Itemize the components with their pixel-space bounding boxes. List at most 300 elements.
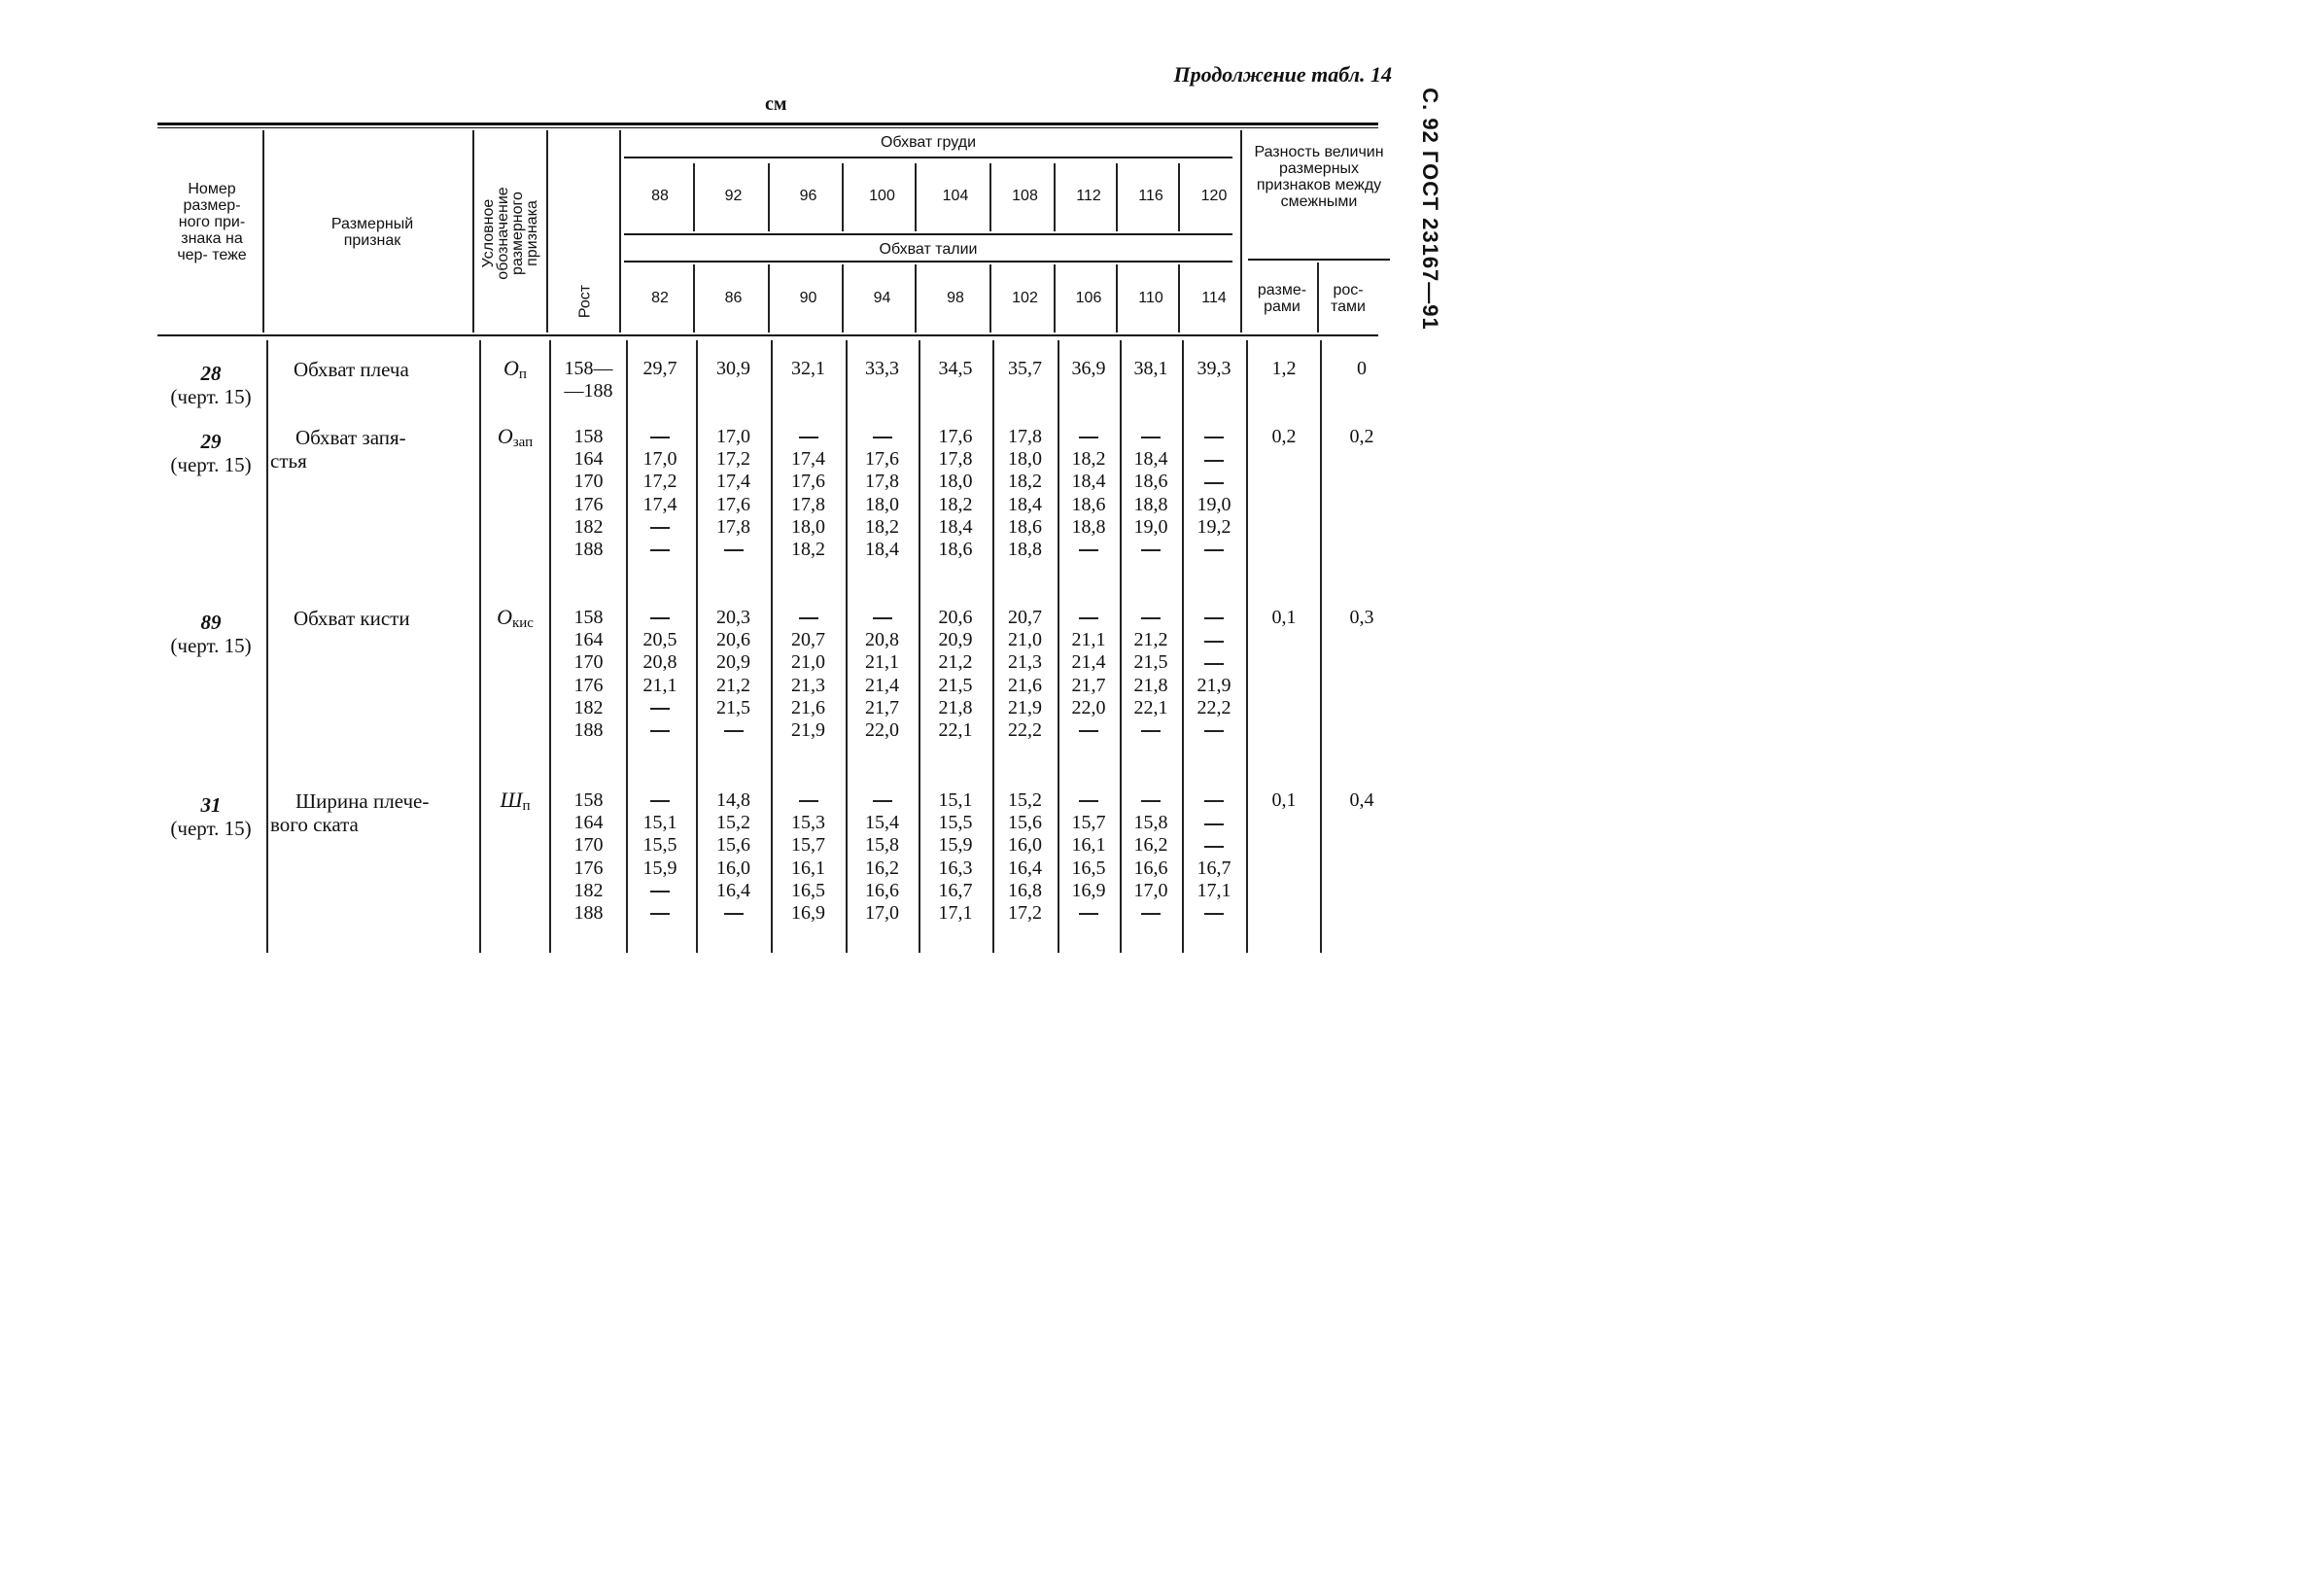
table-cell bbox=[1182, 902, 1246, 925]
chest-group-rule bbox=[624, 157, 1232, 158]
value-column bbox=[919, 789, 992, 925]
table-cell: 16,4 bbox=[716, 879, 750, 901]
symbol-subscript: кис bbox=[511, 615, 534, 631]
table-cell: 22,0 bbox=[1071, 696, 1106, 718]
height-value: 188 bbox=[573, 539, 604, 561]
table-cell: 17,6 bbox=[865, 448, 899, 471]
table-cell bbox=[846, 789, 919, 812]
value-column bbox=[846, 607, 919, 742]
table-cell: 20,9 bbox=[938, 629, 973, 651]
table-cell bbox=[1058, 902, 1120, 925]
value-column bbox=[696, 358, 771, 380]
dash-mark bbox=[1204, 482, 1224, 484]
value-column bbox=[624, 426, 696, 561]
table-cell bbox=[624, 426, 696, 448]
header-chest-group: Обхват груди bbox=[880, 134, 976, 151]
height-value: 176 bbox=[573, 493, 604, 515]
chest-value: 104 bbox=[942, 188, 969, 204]
value-column bbox=[846, 789, 919, 925]
table-cell: 34,5 bbox=[938, 358, 973, 379]
table-cell: 18,2 bbox=[865, 515, 899, 538]
feature-symbol bbox=[481, 788, 549, 815]
waist-value: 90 bbox=[799, 290, 817, 306]
table-cell: 17,2 bbox=[716, 448, 750, 471]
height-value: 170 bbox=[573, 834, 604, 857]
table-cell: 15,9 bbox=[642, 857, 677, 879]
table-cell: 21,6 bbox=[791, 696, 825, 718]
table-cell bbox=[624, 697, 696, 719]
dash-mark bbox=[799, 437, 818, 438]
table-cell bbox=[1182, 629, 1246, 651]
table-cell: 18,4 bbox=[1071, 471, 1106, 493]
height-column bbox=[551, 358, 626, 402]
header-vline bbox=[1317, 262, 1319, 332]
table-cell: 15,9 bbox=[938, 834, 973, 857]
dash-mark bbox=[650, 891, 670, 892]
table-cell: 16,7 bbox=[1197, 857, 1231, 879]
table-cell: 39,3 bbox=[1197, 358, 1231, 379]
drawing-reference: (черт. 15) bbox=[170, 385, 252, 408]
table-cell: 30,9 bbox=[716, 358, 750, 379]
table-cell: 17,2 bbox=[642, 471, 677, 493]
table-cell: 17,8 bbox=[1008, 426, 1042, 447]
table-cell: 17,0 bbox=[1133, 879, 1168, 901]
table-cell: 15,7 bbox=[791, 834, 825, 857]
feature-name-continued: вого ската bbox=[270, 813, 359, 836]
dash-mark bbox=[1141, 549, 1161, 551]
value-column bbox=[1058, 426, 1120, 561]
table-cell: 38,1 bbox=[1133, 358, 1168, 379]
dash-mark bbox=[873, 437, 892, 438]
table-cell bbox=[1182, 426, 1246, 448]
dash-mark bbox=[1079, 913, 1098, 915]
table-cell: 22,1 bbox=[938, 718, 973, 741]
table-cell: 21,7 bbox=[1071, 674, 1106, 696]
value-column bbox=[992, 426, 1058, 561]
table-cell bbox=[1182, 471, 1246, 493]
table-cell: 17,0 bbox=[716, 426, 750, 447]
table-cell: 18,6 bbox=[1071, 493, 1106, 515]
dash-mark bbox=[650, 437, 670, 438]
dash-mark bbox=[650, 913, 670, 915]
table-cell: 20,7 bbox=[1008, 607, 1042, 628]
value-column bbox=[846, 426, 919, 561]
dash-mark bbox=[1204, 846, 1224, 848]
height-value: —188 bbox=[564, 380, 613, 402]
value-column bbox=[919, 607, 992, 742]
header-vline bbox=[262, 130, 264, 332]
value-column bbox=[992, 789, 1058, 925]
dash-mark bbox=[650, 549, 670, 551]
height-column bbox=[551, 426, 626, 561]
table-cell: 18,2 bbox=[938, 493, 973, 515]
table-cell: 21,5 bbox=[938, 674, 973, 696]
feature-name: Обхват запя- bbox=[295, 426, 406, 449]
table-cell: 15,5 bbox=[938, 812, 973, 834]
table-cell: 29,7 bbox=[642, 358, 677, 379]
dash-mark bbox=[1141, 800, 1161, 802]
table-cell bbox=[624, 516, 696, 539]
table-cell: 21,4 bbox=[1071, 651, 1106, 674]
waist-value: 94 bbox=[873, 290, 891, 306]
feature-number bbox=[156, 611, 266, 657]
table-continuation-caption: Продолжение табл. 14 bbox=[1173, 62, 1392, 87]
value-column bbox=[1182, 358, 1246, 380]
table-cell: 20,6 bbox=[938, 607, 973, 628]
table-cell bbox=[1120, 539, 1182, 561]
table-cell bbox=[1120, 607, 1182, 629]
waist-value: 102 bbox=[1012, 290, 1038, 306]
table-cell: 21,9 bbox=[791, 718, 825, 741]
value-column bbox=[771, 607, 846, 742]
dash-mark bbox=[1141, 730, 1161, 732]
value-column bbox=[624, 789, 696, 925]
symbol-subscript: п bbox=[522, 798, 531, 814]
table-cell: 21,3 bbox=[791, 674, 825, 696]
value-column bbox=[696, 426, 771, 561]
dash-mark bbox=[1204, 460, 1224, 462]
table-cell bbox=[1058, 719, 1120, 742]
waist-value: 86 bbox=[724, 290, 743, 306]
table-cell: 22,0 bbox=[865, 718, 899, 741]
table-cell bbox=[624, 902, 696, 925]
header-vline bbox=[619, 130, 621, 332]
table-cell: 21,5 bbox=[1133, 651, 1168, 674]
table-cell: 17,8 bbox=[938, 448, 973, 471]
dash-mark bbox=[1079, 549, 1098, 551]
table-cell: 16,8 bbox=[1008, 879, 1042, 901]
value-column bbox=[771, 426, 846, 561]
waist-group-rule bbox=[624, 261, 1232, 262]
table-cell bbox=[771, 607, 846, 629]
table-cell: 17,4 bbox=[791, 448, 825, 471]
table-cell: 18,8 bbox=[1071, 515, 1106, 538]
value-column bbox=[846, 358, 919, 380]
dash-mark bbox=[650, 617, 670, 619]
value-column bbox=[624, 358, 696, 380]
value-column bbox=[1120, 607, 1182, 742]
height-value: 164 bbox=[573, 629, 604, 651]
value-column bbox=[696, 789, 771, 925]
table-cell bbox=[624, 719, 696, 742]
table-cell: 15,3 bbox=[791, 812, 825, 834]
header-height-column bbox=[566, 272, 605, 331]
table-cell bbox=[1120, 719, 1182, 742]
table-cell: 21,1 bbox=[865, 651, 899, 674]
dash-mark bbox=[650, 800, 670, 802]
table-cell bbox=[1182, 607, 1246, 629]
value-column bbox=[1058, 789, 1120, 925]
table-cell: 16,5 bbox=[1071, 857, 1106, 879]
table-cell: 21,2 bbox=[938, 651, 973, 674]
table-top-rule-thin bbox=[157, 127, 1378, 128]
dash-mark bbox=[873, 800, 892, 802]
table-cell bbox=[696, 539, 771, 561]
table-cell: 18,6 bbox=[1008, 515, 1042, 538]
table-cell: 15,6 bbox=[716, 834, 750, 857]
value-column bbox=[1120, 426, 1182, 561]
symbol-letter: О bbox=[497, 605, 512, 629]
dash-mark bbox=[799, 800, 818, 802]
table-cell bbox=[1120, 902, 1182, 925]
table-cell bbox=[1058, 426, 1120, 448]
table-cell: 18,4 bbox=[1008, 493, 1042, 515]
table-cell: 15,5 bbox=[642, 834, 677, 857]
table-cell: 18,8 bbox=[1133, 493, 1168, 515]
table-cell: 17,8 bbox=[865, 471, 899, 493]
value-column bbox=[771, 789, 846, 925]
table-cell: 15,2 bbox=[1008, 789, 1042, 811]
chest-value: 100 bbox=[869, 188, 895, 204]
running-title-text: С. 92 ГОСТ 23167—91 bbox=[1418, 88, 1442, 331]
table-cell: 33,3 bbox=[865, 358, 899, 379]
chest-value: 108 bbox=[1012, 188, 1038, 204]
table-cell bbox=[1120, 426, 1182, 448]
height-value: 158 bbox=[573, 607, 604, 628]
dash-mark bbox=[724, 549, 744, 551]
table-cell: 21,6 bbox=[1008, 674, 1042, 696]
feature-number-value: 89 bbox=[200, 611, 222, 634]
dash-mark bbox=[1204, 800, 1224, 802]
table-cell: 20,5 bbox=[642, 629, 677, 651]
feature-name: Обхват плеча bbox=[294, 358, 409, 381]
table-cell bbox=[1182, 539, 1246, 561]
table-cell: 18,6 bbox=[1133, 471, 1168, 493]
difference-between-heights: 0,4 bbox=[1349, 789, 1374, 811]
table-cell: 21,0 bbox=[1008, 629, 1042, 651]
difference-between-sizes: 0,1 bbox=[1271, 607, 1297, 628]
table-cell bbox=[1058, 607, 1120, 629]
table-cell: 20,8 bbox=[642, 651, 677, 674]
table-cell: 18,4 bbox=[865, 538, 899, 560]
dash-mark bbox=[873, 617, 892, 619]
height-column bbox=[551, 789, 626, 925]
chest-value: 116 bbox=[1138, 188, 1163, 204]
dash-mark bbox=[1204, 617, 1224, 619]
table-cell: 18,2 bbox=[791, 538, 825, 560]
feature-symbol bbox=[481, 424, 549, 451]
table-cell bbox=[624, 789, 696, 812]
table-cell: 17,2 bbox=[1008, 901, 1042, 924]
table-cell bbox=[846, 426, 919, 448]
table-cell: 17,6 bbox=[938, 426, 973, 447]
height-value: 176 bbox=[573, 857, 604, 879]
dash-mark bbox=[1204, 663, 1224, 665]
dash-mark bbox=[1079, 800, 1098, 802]
height-value: 176 bbox=[573, 674, 604, 696]
value-column bbox=[771, 358, 846, 380]
table-cell: 20,6 bbox=[716, 629, 750, 651]
table-top-rule bbox=[157, 122, 1378, 125]
table-cell bbox=[1058, 539, 1120, 561]
chest-value: 120 bbox=[1200, 188, 1228, 204]
waist-value: 82 bbox=[651, 290, 669, 306]
table-cell: 21,1 bbox=[1071, 629, 1106, 651]
table-cell: 16,2 bbox=[865, 857, 899, 879]
table-cell: 18,0 bbox=[791, 515, 825, 538]
table-cell: 18,8 bbox=[1008, 538, 1042, 560]
feature-number-value: 28 bbox=[200, 362, 222, 385]
table-cell: 21,3 bbox=[1008, 651, 1042, 674]
table-cell bbox=[1182, 812, 1246, 834]
table-cell: 19,2 bbox=[1197, 515, 1231, 538]
dash-mark bbox=[724, 730, 744, 732]
table-cell: 17,8 bbox=[716, 515, 750, 538]
feature-name: Обхват кисти bbox=[294, 607, 410, 630]
table-cell: 22,2 bbox=[1008, 718, 1042, 741]
table-cell: 16,4 bbox=[1008, 857, 1042, 879]
dash-mark bbox=[1204, 823, 1224, 825]
dash-mark bbox=[1204, 549, 1224, 551]
table-cell: 16,7 bbox=[938, 879, 973, 901]
table-cell: 15,4 bbox=[865, 812, 899, 834]
value-column bbox=[1120, 789, 1182, 925]
header-waist-group: Обхват талии bbox=[879, 241, 978, 258]
table-cell: 17,0 bbox=[865, 901, 899, 924]
header-vline bbox=[546, 130, 548, 332]
table-cell: 17,0 bbox=[642, 448, 677, 471]
header-symbol-text: Условное обозначение размерного признака bbox=[480, 187, 540, 280]
table-cell: 18,4 bbox=[1133, 448, 1168, 471]
table-cell: 16,6 bbox=[865, 879, 899, 901]
table-cell: 18,2 bbox=[1008, 471, 1042, 493]
chest-value: 88 bbox=[651, 188, 669, 204]
table-cell: 19,0 bbox=[1197, 493, 1231, 515]
table-cell: 21,0 bbox=[791, 651, 825, 674]
header-diff-heights: рос- тами bbox=[1331, 282, 1366, 315]
table-cell bbox=[624, 539, 696, 561]
difference-between-sizes: 1,2 bbox=[1271, 358, 1297, 379]
table-cell bbox=[1120, 789, 1182, 812]
table-cell: 32,1 bbox=[791, 358, 825, 379]
feature-name-continued: стья bbox=[270, 449, 307, 472]
value-column bbox=[1120, 358, 1182, 380]
unit-label: см bbox=[765, 93, 787, 115]
table-cell bbox=[1182, 651, 1246, 674]
height-value: 158 bbox=[573, 426, 604, 447]
table-cell bbox=[1182, 834, 1246, 857]
drawing-reference: (черт. 15) bbox=[170, 634, 252, 657]
chest-values-rule bbox=[624, 233, 1232, 235]
table-cell: 17,4 bbox=[716, 471, 750, 493]
height-value: 188 bbox=[573, 719, 604, 742]
table-cell: 16,3 bbox=[938, 857, 973, 879]
difference-between-sizes: 0,1 bbox=[1271, 789, 1297, 811]
dash-mark bbox=[1079, 617, 1098, 619]
table-cell: 16,5 bbox=[791, 879, 825, 901]
table-cell: 16,9 bbox=[791, 901, 825, 924]
table-cell: 20,7 bbox=[791, 629, 825, 651]
value-column bbox=[919, 426, 992, 561]
chest-value: 92 bbox=[724, 188, 743, 204]
difference-between-sizes: 0,2 bbox=[1271, 426, 1297, 447]
dash-mark bbox=[724, 913, 744, 915]
table-cell: 35,7 bbox=[1008, 358, 1042, 379]
dash-mark bbox=[799, 617, 818, 619]
dash-mark bbox=[1204, 730, 1224, 732]
table-cell: 21,9 bbox=[1008, 696, 1042, 718]
value-column bbox=[1182, 789, 1246, 925]
table-cell: 22,2 bbox=[1197, 696, 1231, 718]
drawing-reference: (черт. 15) bbox=[170, 453, 252, 476]
table-cell: 18,0 bbox=[1008, 448, 1042, 471]
table-cell: 17,6 bbox=[716, 493, 750, 515]
table-cell: 15,7 bbox=[1071, 812, 1106, 834]
table-cell bbox=[1058, 789, 1120, 812]
table-cell: 14,8 bbox=[716, 789, 750, 811]
symbol-letter: О bbox=[503, 356, 519, 380]
value-column bbox=[992, 358, 1058, 380]
dash-mark bbox=[1079, 437, 1098, 438]
table-cell: 18,4 bbox=[938, 515, 973, 538]
value-column bbox=[624, 607, 696, 742]
table-cell: 16,1 bbox=[1071, 834, 1106, 857]
table-cell: 17,1 bbox=[938, 901, 973, 924]
table-cell: 18,6 bbox=[938, 538, 973, 560]
table-cell: 19,0 bbox=[1133, 515, 1168, 538]
table-cell: 21,4 bbox=[865, 674, 899, 696]
table-cell bbox=[1182, 448, 1246, 471]
table-cell: 21,2 bbox=[716, 674, 750, 696]
symbol-letter: О bbox=[497, 424, 513, 448]
table-cell: 16,1 bbox=[791, 857, 825, 879]
table-cell: 17,6 bbox=[791, 471, 825, 493]
table-cell: 20,8 bbox=[865, 629, 899, 651]
symbol-letter: Ш bbox=[500, 788, 523, 812]
height-value: 164 bbox=[573, 812, 604, 834]
value-column bbox=[696, 607, 771, 742]
table-cell: 15,6 bbox=[1008, 812, 1042, 834]
table-cell: 22,1 bbox=[1133, 696, 1168, 718]
value-column bbox=[1058, 607, 1120, 742]
table-cell: 20,3 bbox=[716, 607, 750, 628]
feature-number bbox=[156, 430, 266, 476]
height-value: 170 bbox=[573, 471, 604, 493]
table-cell: 17,4 bbox=[642, 493, 677, 515]
feature-number-value: 29 bbox=[200, 430, 222, 453]
table-cell bbox=[771, 789, 846, 812]
table-cell: 36,9 bbox=[1071, 358, 1106, 379]
header-difference-column: Разность величин размерных признаков между смежными bbox=[1254, 144, 1384, 210]
dash-mark bbox=[1141, 913, 1161, 915]
table-cell bbox=[624, 607, 696, 629]
header-number-column: Номер размер- ного при- знака на чер- теже bbox=[177, 181, 247, 263]
table-cell: 18,0 bbox=[865, 493, 899, 515]
height-value: 170 bbox=[573, 651, 604, 674]
table-cell bbox=[1182, 719, 1246, 742]
running-title bbox=[1400, 68, 1460, 350]
waist-value: 98 bbox=[947, 290, 964, 306]
height-value: 188 bbox=[573, 902, 604, 925]
feature-number bbox=[156, 793, 266, 840]
table-cell: 21,1 bbox=[642, 674, 677, 696]
height-value: 158 bbox=[573, 789, 604, 811]
value-column bbox=[1058, 358, 1120, 380]
header-bottom-rule bbox=[157, 334, 1378, 336]
dash-mark bbox=[650, 708, 670, 710]
height-value: 164 bbox=[573, 448, 604, 471]
table-cell bbox=[771, 426, 846, 448]
difference-between-heights: 0,3 bbox=[1349, 607, 1374, 628]
value-column bbox=[992, 607, 1058, 742]
table-cell: 16,0 bbox=[1008, 834, 1042, 857]
symbol-subscript: п bbox=[518, 367, 527, 382]
table-cell: 21,7 bbox=[865, 696, 899, 718]
dash-mark bbox=[1204, 437, 1224, 438]
table-cell: 16,0 bbox=[716, 857, 750, 879]
header-diff-sizes: разме- рами bbox=[1257, 282, 1307, 315]
height-value: 182 bbox=[573, 879, 604, 901]
